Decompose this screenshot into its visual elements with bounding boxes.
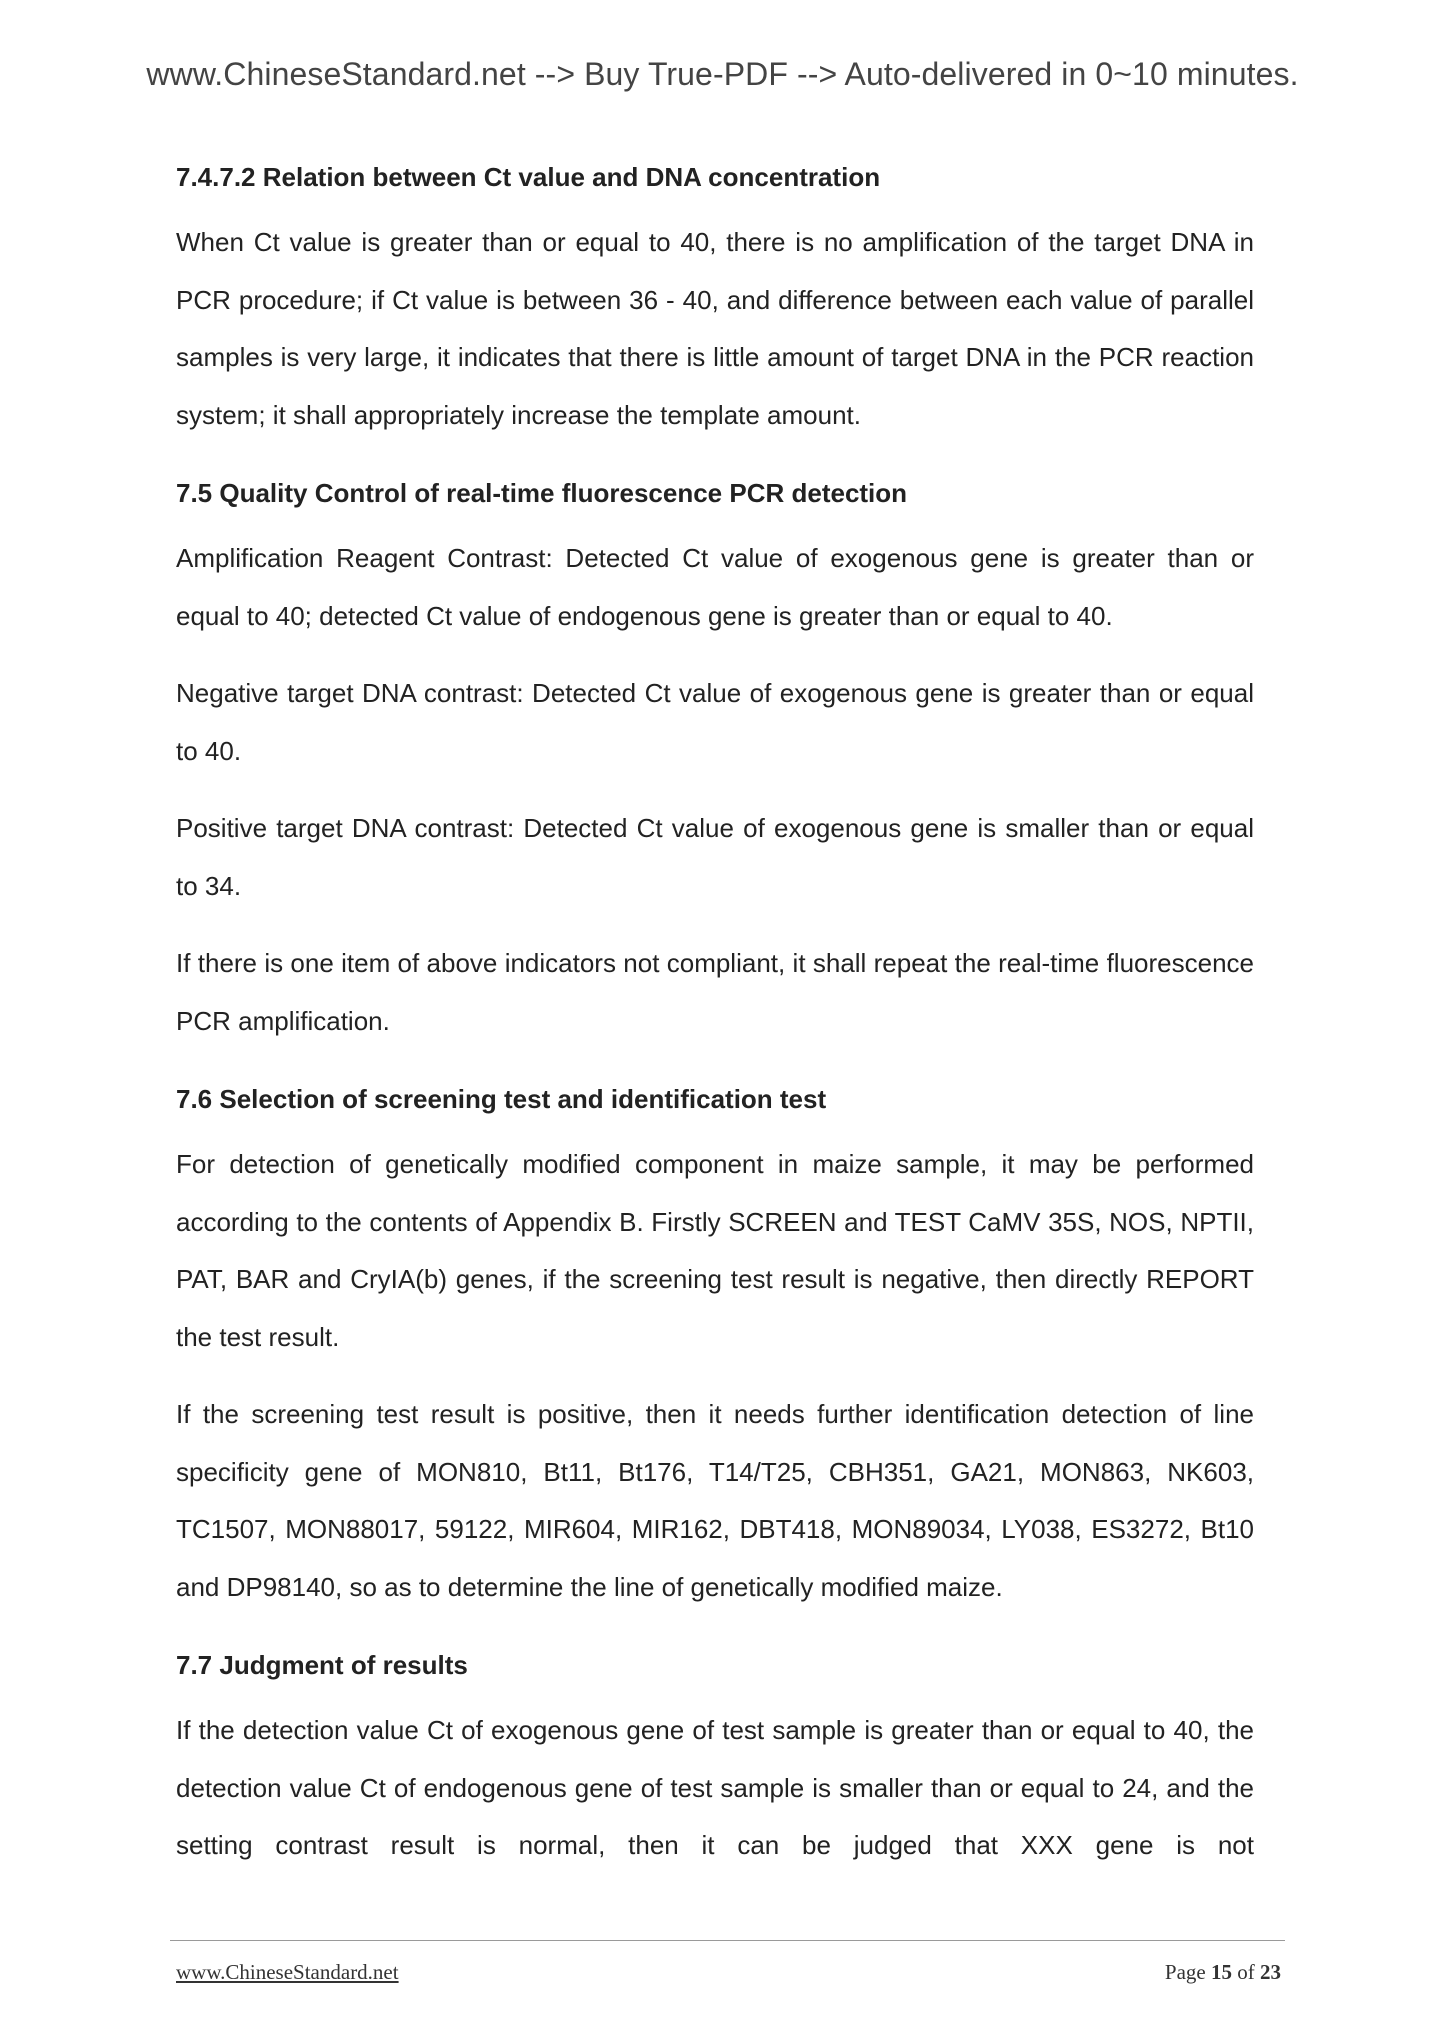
footer-website-link[interactable]: www.ChineseStandard.net xyxy=(176,1960,399,1984)
paragraph: Positive target DNA contrast: Detected Ct value of exogenous gene is smaller than or equal to 34. xyxy=(176,813,1254,901)
paragraph: Amplification Reagent Contrast: Detected Ct value of exogenous gene is greater than or equal to 40; detected Ct value of endogenous gene is greater than or equal to 40. xyxy=(176,543,1254,631)
page-current: 15 xyxy=(1211,1960,1232,1984)
paragraph: For detection of genetically modified component in maize sample, it may be performed according to the contents of Appendix B. Firstly SCREEN and TEST CaMV 35S, NOS, NPTII, PAT, BAR and CryIA(b) genes, if the screening test result is negative, then directly REPORT the test result. xyxy=(176,1149,1254,1352)
paragraph: When Ct value is greater than or equal to 40, there is no amplification of the target DNA in PCR procedure; if Ct value is between 36 - 40, and difference between each value of parallel samples is very large, it indicates that there is little amount of target DNA in the PCR reaction system; it shall appropriately increase the template amount. xyxy=(176,227,1254,430)
page-of: of xyxy=(1237,1960,1255,1984)
page-total: 23 xyxy=(1260,1960,1281,1984)
page-number xyxy=(1165,1960,1281,1985)
section-heading-7-6: 7.6 Selection of screening test and identification test xyxy=(176,1084,827,1114)
section-heading-7-5: 7.5 Quality Control of real-time fluorescence PCR detection xyxy=(176,478,908,508)
section-heading-7-7: 7.7 Judgment of results xyxy=(176,1650,468,1680)
section-heading-7-4-7-2: 7.4.7.2 Relation between Ct value and DNA concentration xyxy=(176,162,881,192)
page-prefix: Page xyxy=(1164,1960,1206,1984)
paragraph: Negative target DNA contrast: Detected Ct value of exogenous gene is greater than or equal to 40. xyxy=(176,678,1254,766)
paragraph: If the screening test result is positive, then it needs further identification detection of line specificity gene of MON810, Bt11, Bt176, T14/T25, CBH351, GA21, MON863, NK603, TC1507, MON88017, 59122, MIR604, MIR162, DBT418, MON89034, LY038, ES3272, Bt10 and DP98140, so as to determine the line of genetically modified maize. xyxy=(176,1399,1254,1602)
paragraph: If there is one item of above indicators not compliant, it shall repeat the real-time fluorescence PCR amplification. xyxy=(176,948,1254,1036)
top-banner[interactable]: www.ChineseStandard.net --> Buy True-PDF --> Auto-delivered in 0~10 minutes. xyxy=(146,56,1299,92)
document-body xyxy=(176,148,1254,1875)
footer-divider xyxy=(170,1940,1285,1941)
paragraph: If the detection value Ct of exogenous gene of test sample is greater than or equal to 40, the detection value Ct of endogenous gene of test sample is smaller than or equal to 24, and the setting contrast result is normal, then it can be judged that XXX gene is not xyxy=(176,1715,1254,1860)
